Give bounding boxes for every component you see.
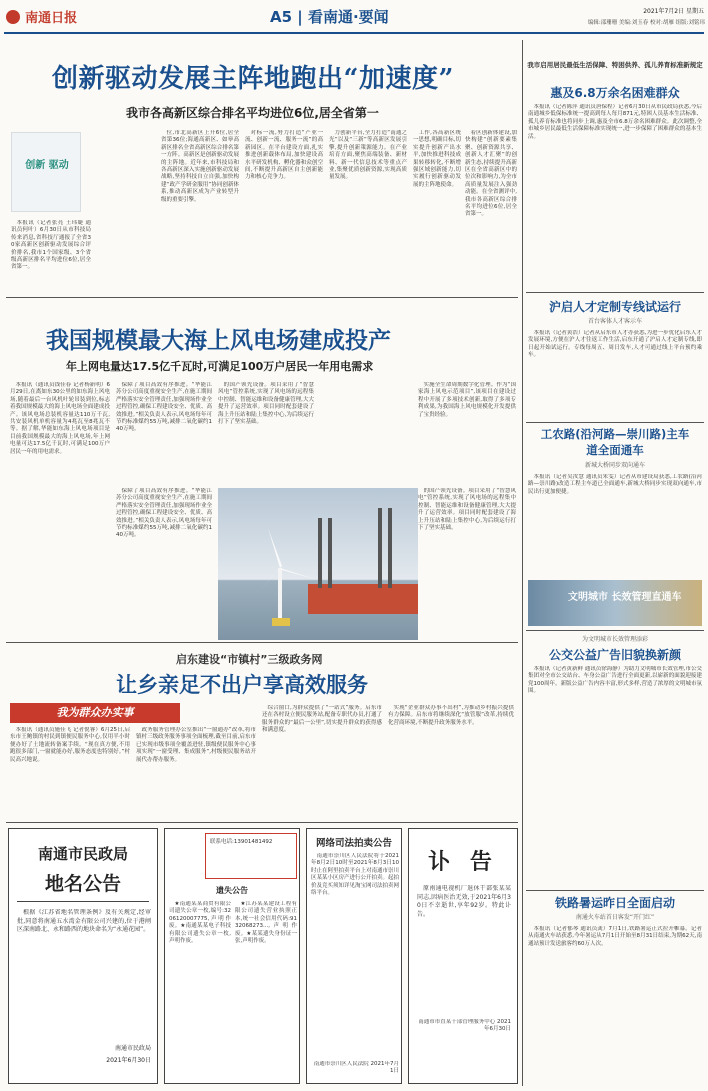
- lost-ad-box: [205, 833, 297, 879]
- place-name-notice: [8, 828, 158, 1084]
- wind-col-3: 的国产领先设备。项目采用了“智慧风电”管控系统,实现了风电场的远程集中控制、智能运维和设备健康管理,大大提升了运营效率。项目同时配套建设了海上升压站和陆上集控中心,为后续运行打下了坚实基础。: [218, 382, 314, 426]
- lead-col-5: 工作,各高新区统一思想,明确目标,切实提升创新产出水平,加快推进科技成果转移转化,不断增强区域创新能力,切实履行创新驱动发展的主阵地使命。: [413, 130, 461, 188]
- lost-col-2: ★江苏某某建设工程有限公司遗失营业执照正本,统一社会信用代码:9132068273...,声明作废。★某某遗失身份证一张,声明作废。: [235, 901, 297, 945]
- rail-title-3: 工农路(沿河路—崇川路)主车道全面通车: [540, 427, 690, 457]
- rail-title-5: 铁路暑运昨日全面启动: [554, 896, 675, 910]
- rail-sub-5: 南通火车站首日客发“开门红”: [575, 914, 655, 921]
- rail-sub-2: 首台客体人才客示车: [587, 318, 642, 325]
- rail-title-4: 公交公益广告旧貌换新颜: [548, 648, 681, 662]
- rail-kicker-1: 我市启用居民最低生活保障、特困供养、孤儿养育标准新规定: [527, 61, 703, 69]
- lead-headline: 创新驱动发展主阵地跑出“加速度”: [52, 64, 454, 92]
- date-line: 2021年7月2日 星期五: [643, 8, 704, 15]
- rural-col-4: 实现“企业群众办事不出村”,为推动乡村振兴提供有力保障。启东市将继续深化“放管服”改革,持续优化营商环境,不断提升政务服务水平。: [388, 705, 514, 726]
- page-label: A5 | 看南通·要闻: [270, 8, 389, 26]
- lost-col-1: ★南通某某商贸有限公司遗失公章一枚,编号:3206120007775,声明作废。★南通某某电子科技有限公司遗失公章一枚,声明作废。: [169, 901, 231, 945]
- rail-banner-3: 文明城市 长效管理直通车: [528, 580, 702, 626]
- notice-body: 根据《江苏省地名管理条例》及有关规定,经审批,同意将南通五水湾金有限公司兴建的,位于港闸区深南路北、永和路西的地块命名为“永通花园”。: [17, 909, 151, 933]
- lead-image: [11, 132, 81, 212]
- wind-col-1: 本报讯（通讯员钱佳春 记者杨新明）6月29日,在离如东30公里的如东海上风电场,随着最后一台风机叶轮吊装到位,标志着我国规模最大的海上风电场全面建成投产。该风电场总装机容量达110万千瓦,共安装风机单机容量为4兆瓦至8兆瓦不等。据了解,华能如东海上风电场项目是目前我国规模最大的海上风电场,年上网电量可达17.5亿千瓦时,可满足100万户居民一年的用电需求。: [10, 382, 110, 455]
- obit-signature: 南通市市直某干部管理服务中心 2021年6月30日: [418, 1019, 511, 1033]
- auction-title: 网络司法拍卖公告: [315, 838, 392, 849]
- lead-article: [6, 40, 518, 295]
- wind-photo: [218, 488, 418, 640]
- lead-col-6: 着区创新体建设,加快构建“创新要素集聚、创新资源共享、创新人才汇聚”的创新生态,持续提升高新区在全省高新区中的位次和影响力,为全市高质量发展注入强劲动能。在全省测评中,我市各高新区综合排名平均进位6位,居全省第一。: [465, 130, 517, 218]
- wind-turbine-illustration: [218, 488, 418, 640]
- rural-col-2: 政务服务管理办公室推出“一窗通办”改革,将市镇村三级政务服务事项全面梳理,截至目前,启东市已实现市级事项全覆盖进驻,镇级便民服务中心事项实现“一窗受理、集成服务”,村级便民服务站开展代办帮办服务。: [136, 727, 256, 763]
- auction-body: 南通市崇川区人民法院将于2021年8月2日10时至2021年8月3日10时止在阿里拍卖平台上对南通市崇川区某某小区房产进行公开拍卖。起拍价及竞买须知详见淘宝网司法拍卖网络平台。: [311, 853, 399, 897]
- rural-banner: 我为群众办实事: [10, 703, 180, 723]
- auction-footer: 南通市崇川区人民法院 2021年7月1日: [313, 1061, 399, 1075]
- notice-signature: 南通市民政局: [114, 1045, 151, 1052]
- rail-body-2: 本报讯（记者黄浩）记者从启东市人才办获悉,为进一步优化启东人才发展环境,方便在沪人才往返工作生活,启东开通了沪启人才定制专线,即日起开始试运行。专线每周五、周日发车,人才可通过线上平台预约乘车。: [528, 330, 702, 359]
- obituary: [408, 828, 518, 1084]
- editors-line: 编辑:邵珊珊 美编:刘玉春 校对:胡雁 组版:刘铭玮: [587, 20, 705, 26]
- lead-intro: 本报讯（记者张亮 王玮婕 通讯员何叶）6月30日从市科技局传来消息,省科技厅通报了全省30家高新区创新驱动发展综合评价排名,我市1个国家级、3个省级高新区排名平均进位6位,居全省第一。: [11, 220, 91, 271]
- rail-title-2: 沪启人才定制专线试运行: [548, 300, 681, 314]
- wind-col-4: 实施全生命周期数字化管理。作为“国家海上风电示范项目”,该项目在建设过程中开展了多项技术创新,取得了多项专利成果,为我国海上风电规模化开发提供了宝贵经验。: [418, 382, 516, 418]
- logo-icon: [6, 10, 20, 24]
- notice-kicker: 南通市民政局: [37, 845, 128, 863]
- rail-kicker-4: 为文明城市长效管理添彩: [581, 636, 648, 643]
- lead-subtitle: 我市各高新区综合排名平均进位6位,居全省第一: [126, 106, 379, 120]
- lead-col-2: 位,市北高新区上升6位,居全省第36位;海通高新区、如皋高新区排名全省高新区综合排名第一方阵。高新区是创新驱动发展的主阵地。近年来,市科技局和各高新区深入实施创新驱动发展战略,坚持科技自立自强,加快构建“政产学研金服用”协同创新体系,推动高新区成为产业转型升级的重要引擎。: [161, 130, 239, 203]
- obit-title: 讣 告: [428, 850, 498, 871]
- lead-image-text: 创新 驱动: [25, 160, 69, 171]
- rural-col-3: 综合窗口,为群众提供了“一站式”服务。启东市还在各村设立便民服务站,配备专职代办员,打通了服务群众的“最后一公里”,切实提升群众的获得感和满意度。: [262, 705, 382, 734]
- notice-title: 地名公告: [44, 873, 121, 893]
- rail-title-1: 惠及6.8万余名困难群众: [550, 86, 680, 100]
- rural-headline: 让乡亲足不出户享高效服务: [116, 672, 368, 697]
- ad-phone: 联系电话:13901481492: [210, 839, 273, 845]
- rural-col-1: 本报讯（通讯员施佳飞 记者倪睿）6月25日,启东市王鲍镇的村民到镇便民服务中心,仅用半小时便办好了土地流转备案手续。“现在真方便,不用跑很多部门,一窗就能办好,服务态度也特别好。”村民高兴地说。: [10, 727, 130, 763]
- right-rail: [526, 40, 704, 1086]
- rail-body-3: 本报讯（记者吴汝慧 通讯员朱雯）记者从市建设局获悉,工农路(沿河路—崇川路)改造工程主车道已全面通车,新城大桥同步实现双向通车,市民出行更加便捷。: [528, 474, 702, 495]
- lost-title: 遗失公告: [216, 886, 248, 895]
- rail-body-4: 本报讯（记者黄新鲜 通讯员徐海静）为助力文明城市长效管理,市公交集团对全市公交站台、车身公益广告进行全面更新,以崭新的面貌迎接建党100周年。新版公益广告内容丰富,形式多样,营造了浓厚的文明城市氛围。: [528, 666, 702, 695]
- rural-kicker: 启东建设“市镇村”三级政务网: [176, 653, 323, 665]
- wind-col-4b: 的国产领先设备。项目采用了“智慧风电”管控系统,实现了风电场的远程集中控制、智能运维和设备健康管理,大大提升了运营效率。项目同时配套建设了海上升压站和陆上集控中心,为后续运行打下了坚实基础。: [418, 488, 516, 532]
- obit-body: 原南通电视机厂退休干部张某某同志,因病医治无效,于2021年6月30日不幸逝世,享年92岁。特此讣告。: [417, 885, 511, 918]
- rural-article: [6, 645, 518, 820]
- wind-article: [6, 300, 518, 640]
- wind-col-2: 保障了项目高效有序推进。“华能江苏分公司高度重视安全生产,在施工期间严格落实安全管理责任,加强现场作业全过程管控,确保工程建设安全、优质、高效推进。”相关负责人表示,风电场每年可节约标准煤约55万吨,减排二氧化碳约140万吨。: [116, 382, 212, 433]
- rail-sub-3: 新城大桥同步双向通车: [584, 462, 645, 469]
- rail-body-1: 本报讯（记者陈萍 通讯员唐保程）记者6月30日从市民政局获悉,今后南通城乡低保标准统一提高到每人每月871元,特困人员基本生活标准、孤儿养育标准也将同步上调,惠及全市6.8万余名困难群众。此次调整,全市城乡居民最低生活保障标准实现统一,进一步保障了困难群众的基本生活。: [528, 104, 702, 140]
- masthead: [0, 0, 708, 38]
- lead-col-4: 力创新平台,全力打造“南通之光”以及“三新”等高新区发展引擎,提升创新策源能力。在产业培育方面,聚焦高端装备、新材料、新一代信息技术等重点产业,集聚优质创新资源,实现高质量发展。: [329, 130, 407, 181]
- logo: [6, 6, 126, 24]
- notice-date: 2021年6月30日: [106, 1057, 151, 1064]
- auction-notice: [306, 828, 402, 1084]
- rail-body-5: 本报讯（记者郁琴 通讯员龚）7月1日,铁路暑运正式拉开帷幕。记者从南通火车站获悉,今年暑运从7月1日开始至8月31日结束,为期62天,南通站预计发送旅客约60万人次。: [528, 926, 702, 947]
- wind-headline: 我国规模最大海上风电场建成投产: [46, 327, 391, 352]
- wind-col-2b: 保障了项目高效有序推进。“华能江苏分公司高度重视安全生产,在施工期间严格落实安全管理责任,加强现场作业全过程管控,确保工程建设安全、优质、高效推进。”相关负责人表示,风电场每年可节约标准煤约55万吨,减排二氧化碳约140万吨。: [116, 488, 212, 539]
- lead-col-3: 对标一流,努力打造“产业一流、创新一流、服务一流”的高新园区。在平台建设方面,扎实推进创新载体布局,加快建设高水平研发机构、孵化器和众创空间,不断提升高新区自主创新能力和核心竞争力。: [245, 130, 323, 181]
- logo-text: 南通日报: [25, 11, 78, 24]
- wind-subtitle: 年上网电量达17.5亿千瓦时,可满足100万户居民一年用电需求: [66, 360, 374, 373]
- lost-notice: [164, 828, 300, 1084]
